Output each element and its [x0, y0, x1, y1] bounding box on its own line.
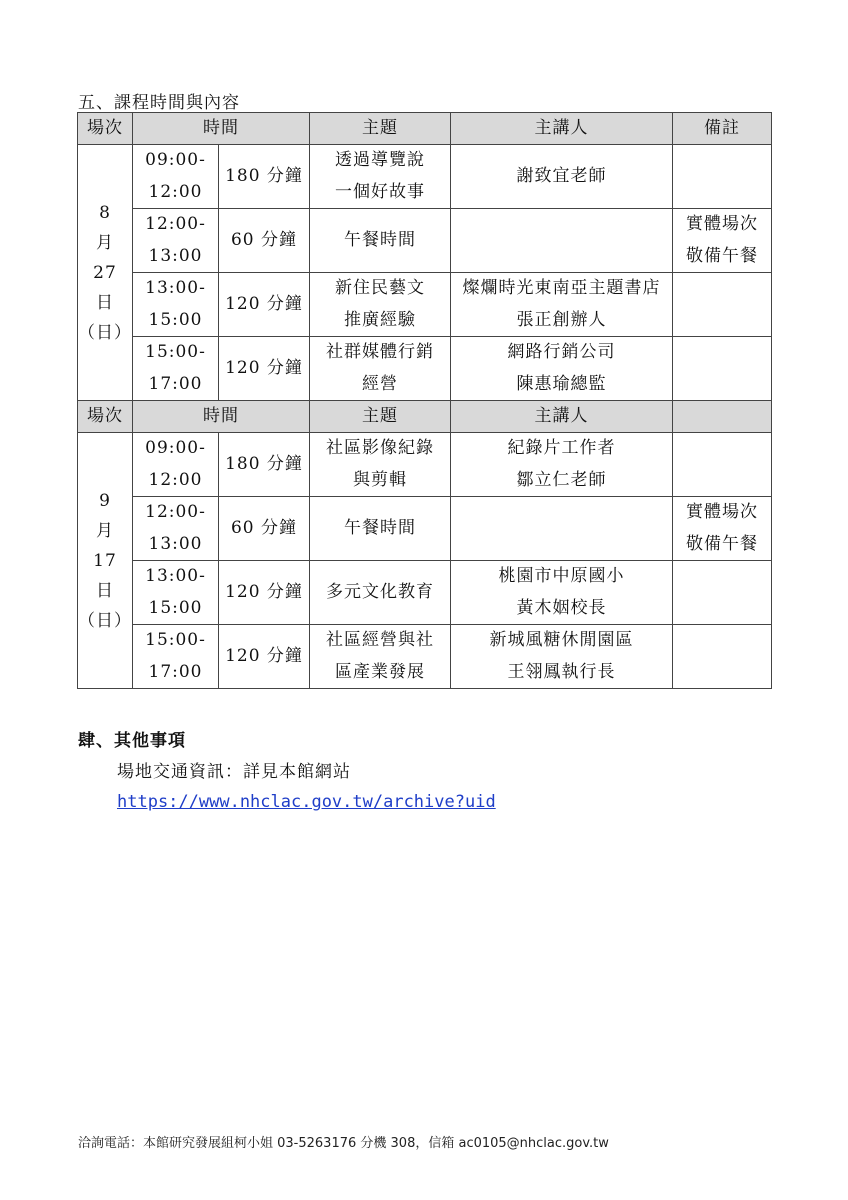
- schedule-table: [77, 112, 772, 689]
- table-row: [78, 209, 772, 273]
- time-cell: [133, 433, 219, 497]
- time-line: 09:00-: [145, 438, 206, 458]
- speaker-cell: [451, 561, 673, 625]
- duration-cell: 60 分鐘: [219, 497, 310, 561]
- topic-line: 午餐時間: [344, 229, 416, 250]
- time-cell: [133, 337, 219, 401]
- time-line: 13:00-: [145, 566, 206, 586]
- session-date-cell: [78, 145, 133, 401]
- duration-cell: 60 分鐘: [219, 209, 310, 273]
- table-header-row: [78, 113, 772, 145]
- topic-cell: [310, 625, 451, 689]
- topic-cell: [310, 209, 451, 273]
- date-line: 27: [93, 262, 117, 283]
- topic-line: 透過導覽說: [335, 150, 425, 170]
- time-line: 17:00: [148, 373, 203, 394]
- table-row: [78, 145, 772, 209]
- topic-line: 社區影像紀錄: [326, 438, 434, 458]
- note-line: 敬備午餐: [686, 533, 758, 554]
- note-cell: [673, 273, 772, 337]
- topic-line: 新住民藝文: [335, 278, 425, 298]
- date-line: 9: [99, 490, 111, 511]
- time-line: 15:00: [148, 597, 203, 618]
- note-cell: [673, 561, 772, 625]
- note-line: 實體場次: [686, 502, 758, 522]
- contact-footer: 洽詢電話：本館研究發展組柯小姐 03-5263176 分機 308，信箱 ac0105@nhclac.gov.tw: [78, 1136, 609, 1151]
- note-cell: [673, 209, 772, 273]
- duration-cell: 180 分鐘: [219, 433, 310, 497]
- table-row: [78, 433, 772, 497]
- duration-cell: 120 分鐘: [219, 337, 310, 401]
- header-time: 時間: [133, 113, 310, 145]
- speaker-line: 王翎鳳執行長: [507, 661, 616, 682]
- website-link[interactable]: https://www.nhclac.gov.tw/archive?uid: [117, 792, 496, 812]
- topic-cell: [310, 337, 451, 401]
- topic-line: 一個好故事: [335, 181, 425, 202]
- time-cell: [133, 209, 219, 273]
- header-topic: 主題: [310, 401, 451, 433]
- time-line: 09:00-: [145, 150, 206, 170]
- date-line: 17: [93, 550, 117, 571]
- time-cell: [133, 561, 219, 625]
- speaker-line: 張正創辦人: [516, 309, 607, 330]
- speaker-line: 陳惠瑜總監: [516, 373, 607, 394]
- duration-cell: 120 分鐘: [219, 273, 310, 337]
- date-line: 日: [96, 292, 114, 313]
- speaker-line: 桃園市中原國小: [498, 566, 625, 586]
- note-cell: [673, 337, 772, 401]
- topic-line: 社區經營與社: [326, 630, 434, 650]
- time-line: 15:00-: [145, 342, 206, 362]
- time-line: 12:00: [148, 469, 203, 490]
- topic-line: 推廣經驗: [344, 309, 416, 330]
- header-session: 場次: [78, 401, 133, 433]
- date-line: （日）: [78, 322, 132, 343]
- topic-cell: [310, 145, 451, 209]
- time-cell: [133, 497, 219, 561]
- duration-cell: 120 分鐘: [219, 561, 310, 625]
- date-line: 月: [96, 232, 114, 253]
- table-row: [78, 497, 772, 561]
- table-row: [78, 561, 772, 625]
- time-line: 12:00-: [145, 214, 206, 234]
- note-cell: [673, 497, 772, 561]
- date-line: 日: [96, 580, 114, 601]
- speaker-line: 紀錄片工作者: [507, 438, 616, 458]
- speaker-line: 黃木姻校長: [516, 597, 607, 618]
- time-line: 12:00-: [145, 502, 206, 522]
- speaker-cell: [451, 433, 673, 497]
- date-line: 月: [96, 520, 114, 541]
- time-line: 12:00: [148, 181, 203, 202]
- note-cell: [673, 625, 772, 689]
- speaker-cell: [451, 209, 673, 273]
- date-line: 8: [99, 202, 111, 223]
- table-row: [78, 625, 772, 689]
- speaker-line: 鄒立仁老師: [516, 469, 607, 490]
- time-line: 17:00: [148, 661, 203, 682]
- topic-line: 午餐時間: [344, 517, 416, 538]
- table-row: [78, 337, 772, 401]
- time-line: 13:00: [148, 533, 203, 554]
- time-line: 15:00-: [145, 630, 206, 650]
- venue-info-text: 場地交通資訊：詳見本館網站: [117, 762, 351, 782]
- note-cell: [673, 145, 772, 209]
- date-line: （日）: [78, 610, 132, 631]
- topic-line: 多元文化教育: [326, 581, 434, 602]
- duration-cell: 180 分鐘: [219, 145, 310, 209]
- header-time: 時間: [133, 401, 310, 433]
- session-date-cell: [78, 433, 133, 689]
- speaker-cell: [451, 625, 673, 689]
- time-cell: [133, 145, 219, 209]
- speaker-cell: [451, 145, 673, 209]
- note-line: 實體場次: [686, 214, 758, 234]
- header-session: 場次: [78, 113, 133, 145]
- topic-cell: [310, 433, 451, 497]
- time-line: 13:00-: [145, 278, 206, 298]
- speaker-cell: [451, 337, 673, 401]
- time-cell: [133, 273, 219, 337]
- speaker-line: 謝致宜老師: [516, 165, 607, 186]
- header-topic: 主題: [310, 113, 451, 145]
- speaker-cell: [451, 273, 673, 337]
- time-cell: [133, 625, 219, 689]
- duration-cell: 120 分鐘: [219, 625, 310, 689]
- header-speaker: 主講人: [451, 113, 673, 145]
- time-line: 13:00: [148, 245, 203, 266]
- topic-cell: [310, 561, 451, 625]
- topic-line: 經營: [362, 373, 398, 394]
- table-header-row: [78, 401, 772, 433]
- header-note: 備註: [673, 113, 772, 145]
- speaker-line: 燦爛時光東南亞主題書店: [462, 278, 661, 298]
- topic-line: 與剪輯: [353, 469, 407, 490]
- speaker-line: 新城風糖休閒園區: [489, 630, 634, 650]
- header-note: [673, 401, 772, 433]
- header-speaker: 主講人: [451, 401, 673, 433]
- topic-cell: [310, 273, 451, 337]
- topic-line: 區產業發展: [335, 661, 425, 682]
- other-matters-heading: 肆、其他事項: [78, 731, 186, 751]
- speaker-line: 網路行銷公司: [507, 342, 616, 362]
- topic-line: 社群媒體行銷: [326, 342, 434, 362]
- speaker-cell: [451, 497, 673, 561]
- note-cell: [673, 433, 772, 497]
- note-line: 敬備午餐: [686, 245, 758, 266]
- section-title: 五、課程時間與內容: [78, 93, 240, 113]
- table-row: [78, 273, 772, 337]
- topic-cell: [310, 497, 451, 561]
- time-line: 15:00: [148, 309, 203, 330]
